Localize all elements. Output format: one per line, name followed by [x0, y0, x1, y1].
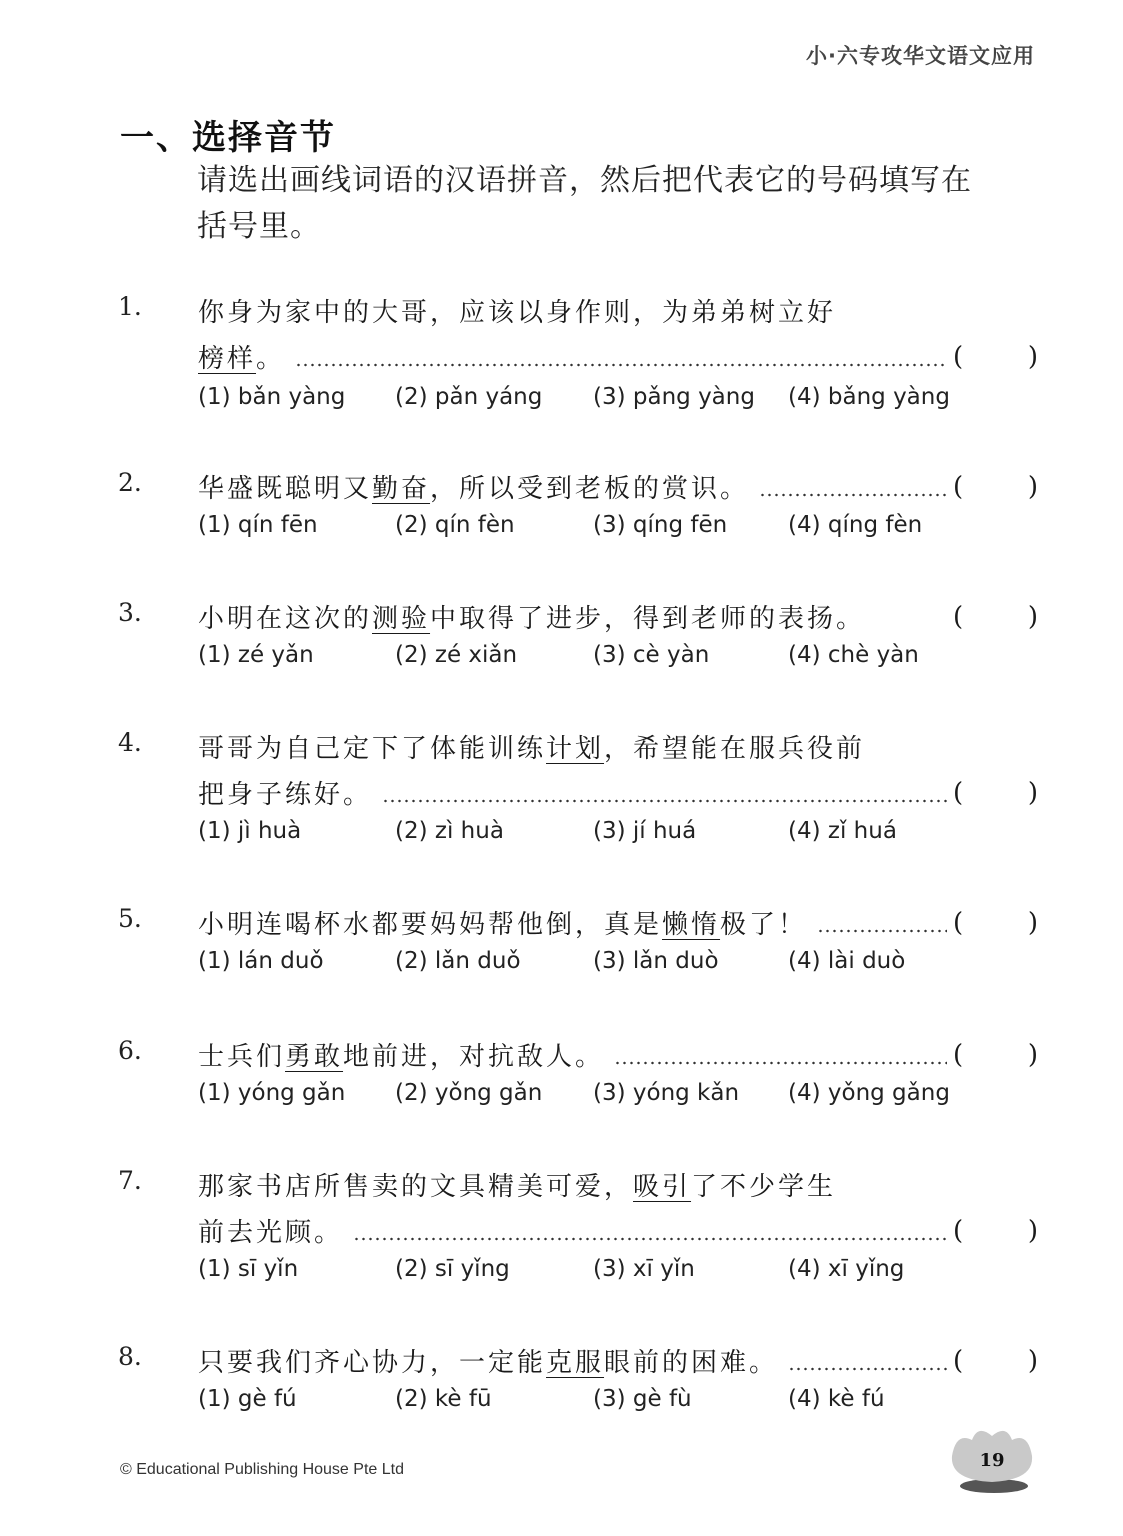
option-4[interactable]: (4) chè yàn [788, 642, 919, 668]
option-1[interactable]: (1) bǎn yàng [198, 384, 346, 410]
leader-dots [382, 799, 947, 803]
question-text-line-2: 前去光顾。 [198, 1218, 344, 1248]
option-2[interactable]: (2) yǒng gǎn [395, 1080, 543, 1106]
option-1[interactable]: (1) qín fēn [198, 512, 318, 538]
underlined-word: 懒惰 [662, 910, 721, 940]
instructions [197, 158, 1047, 250]
leader-dots [295, 363, 947, 367]
option-1[interactable]: (1) lán duǒ [198, 948, 324, 974]
option-2[interactable]: (2) sī yǐng [395, 1256, 510, 1282]
underlined-word: 计划 [546, 734, 605, 764]
option-3[interactable]: (3) xī yǐn [593, 1256, 695, 1282]
answer-blank[interactable]: ( ) [953, 341, 1038, 372]
answer-blank[interactable]: ( ) [953, 601, 1038, 632]
leader-dots [759, 493, 947, 497]
underlined-word: 勤奋 [372, 474, 431, 504]
option-1[interactable]: (1) zé yǎn [198, 642, 314, 668]
option-1[interactable]: (1) gè fú [198, 1386, 297, 1412]
question-text: 小明在这次的测验中取得了进步，得到老师的表扬。 [198, 604, 866, 634]
leader-dots [788, 1367, 947, 1371]
leader-dots [817, 929, 947, 933]
answer-row [198, 468, 1038, 505]
question-number: 2. [118, 468, 142, 497]
option-4[interactable]: (4) zǐ huá [788, 818, 897, 844]
question-text: 你身为家中的大哥，应该以身作则，为弟弟树立好 [198, 298, 837, 328]
answer-row [198, 1036, 1038, 1073]
question-line: 哥哥为自己定下了体能训练计划，希望能在服兵役前 [198, 734, 866, 764]
question-text: 只要我们齐心协力，一定能克服眼前的困难。 [198, 1348, 779, 1378]
question-number: 7. [118, 1166, 142, 1195]
question-number: 6. [118, 1036, 142, 1065]
option-3[interactable]: (3) jí huá [593, 818, 697, 844]
instructions-line-1: 请选出画线词语的汉语拼音，然后把代表它的号码填写在 [197, 163, 972, 198]
question-text: 华盛既聪明又勤奋，所以受到老板的赏识。 [198, 474, 750, 504]
page-number: 19 [979, 1450, 1005, 1471]
option-2[interactable]: (2) qín fèn [395, 512, 515, 538]
answer-blank[interactable]: ( ) [953, 1345, 1038, 1376]
option-2[interactable]: (2) zì huà [395, 818, 504, 844]
section-title: 一、选择音节 [120, 118, 336, 158]
question-number: 3. [118, 598, 142, 627]
leader-dots [353, 1237, 947, 1241]
option-3[interactable]: (3) lǎn duò [593, 948, 719, 974]
question-number: 4. [118, 728, 142, 757]
option-1[interactable]: (1) yóng gǎn [198, 1080, 346, 1106]
answer-blank[interactable]: ( ) [953, 1215, 1038, 1246]
underlined-word: 吸引 [633, 1172, 692, 1202]
answer-row [198, 338, 1038, 375]
answer-row [198, 774, 1038, 811]
copyright-footer: © Educational Publishing House Pte Ltd [120, 1461, 404, 1478]
option-4[interactable]: (4) lài duò [788, 948, 906, 974]
answer-row [198, 598, 1038, 635]
option-4[interactable]: (4) kè fú [788, 1386, 885, 1412]
option-4[interactable]: (4) bǎng yàng [788, 384, 950, 410]
question-text-line-2: 榜样。 [198, 344, 286, 374]
option-1[interactable]: (1) jì huà [198, 818, 302, 844]
option-2[interactable]: (2) zé xiǎn [395, 642, 518, 668]
question-line: 那家书店所售卖的文具精美可爱，吸引了不少学生 [198, 1172, 837, 1202]
option-3[interactable]: (3) cè yàn [593, 642, 710, 668]
question-number: 1. [118, 292, 142, 321]
question-text: 士兵们勇敢地前进，对抗敌人。 [198, 1042, 605, 1072]
leader-dots [614, 1061, 947, 1065]
answer-blank[interactable]: ( ) [953, 777, 1038, 808]
option-2[interactable]: (2) lǎn duǒ [395, 948, 521, 974]
option-4[interactable]: (4) xī yǐng [788, 1256, 905, 1282]
underlined-word: 榜样 [198, 344, 257, 374]
instructions-line-2: 括号里。 [197, 209, 321, 244]
option-3[interactable]: (3) gè fù [593, 1386, 692, 1412]
underlined-word: 勇敢 [285, 1042, 344, 1072]
underlined-word: 测验 [372, 604, 431, 634]
answer-blank[interactable]: ( ) [953, 471, 1038, 502]
option-4[interactable]: (4) qíng fèn [788, 512, 923, 538]
option-3[interactable]: (3) yóng kǎn [593, 1080, 740, 1106]
question-text: 小明连喝杯水都要妈妈帮他倒，真是懒惰极了！ [198, 910, 808, 940]
answer-row [198, 1342, 1038, 1379]
answer-blank[interactable]: ( ) [953, 907, 1038, 938]
option-2[interactable]: (2) kè fū [395, 1386, 492, 1412]
option-4[interactable]: (4) yǒng gǎng [788, 1080, 950, 1106]
option-3[interactable]: (3) qíng fēn [593, 512, 728, 538]
question-text-line-2: 把身子练好。 [198, 780, 373, 810]
answer-blank[interactable]: ( ) [953, 1039, 1038, 1070]
option-3[interactable]: (3) pǎng yàng [593, 384, 755, 410]
question-number: 8. [118, 1342, 142, 1371]
option-1[interactable]: (1) sī yǐn [198, 1256, 299, 1282]
question-number: 5. [118, 904, 142, 933]
question-line [198, 292, 836, 329]
answer-row [198, 1212, 1038, 1249]
book-title-header: 小·六专攻华文语文应用 [806, 44, 1035, 68]
option-2[interactable]: (2) pǎn yáng [395, 384, 543, 410]
underlined-word: 克服 [546, 1348, 605, 1378]
answer-row [198, 904, 1038, 941]
